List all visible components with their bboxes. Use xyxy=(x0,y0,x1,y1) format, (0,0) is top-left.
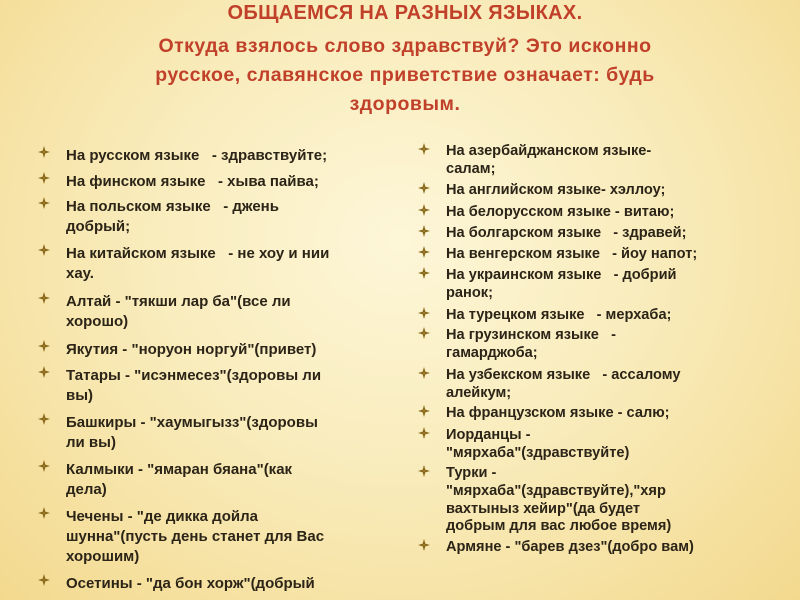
list-item xyxy=(418,246,758,264)
slide-title: ОБЩАЕМСЯ НА РАЗНЫХ ЯЗЫКАХ. xyxy=(227,2,583,24)
list-item xyxy=(418,267,758,303)
list-item-line: вахтыныз хейир"(да будет xyxy=(446,500,641,517)
list-item-line: ли вы) xyxy=(66,434,116,451)
list-item-line: хау. xyxy=(66,265,94,282)
diamond-bullet-icon xyxy=(38,172,50,190)
list-item xyxy=(38,413,383,453)
diamond-bullet-icon xyxy=(38,146,50,164)
list-item-line: На грузинском языке - xyxy=(446,327,616,343)
list-item-line: На китайском языке - не хоу и нии xyxy=(66,245,330,262)
list-item-line: На русском языке - здравствуйте; xyxy=(66,147,328,164)
list-item-line: Чечены - "де дикка дойла xyxy=(66,508,258,525)
list-item-line: На азербайджанском языке- xyxy=(446,143,652,159)
list-item-line: На турецком языке - мерхаба; xyxy=(446,307,672,323)
diamond-bullet-icon xyxy=(418,307,430,325)
list-item-line: салам; xyxy=(446,160,496,177)
list-item xyxy=(418,143,758,179)
list-item-line: вы) xyxy=(66,387,94,404)
diamond-bullet-icon xyxy=(38,413,50,431)
list-item-line: На белорусском языке - витаю; xyxy=(446,204,675,220)
list-item xyxy=(38,197,383,237)
diamond-bullet-icon xyxy=(38,197,50,215)
list-item-line: Татары - "исэнмесез"(здоровы ли xyxy=(66,367,322,384)
list-item-line: Иорданцы - xyxy=(446,427,531,443)
list-item-line: На финском языке - хыва пайва; xyxy=(66,173,319,190)
list-item xyxy=(418,427,758,463)
diamond-bullet-icon xyxy=(418,182,430,200)
diamond-bullet-icon xyxy=(418,204,430,222)
diamond-bullet-icon xyxy=(418,539,430,557)
list-item-line: Якутия - "норуон норгуй"(привет) xyxy=(66,341,317,358)
list-item xyxy=(418,367,758,403)
diamond-bullet-icon xyxy=(38,366,50,384)
list-item-line: "мярхаба"(здравствуйте),"хяр xyxy=(446,482,666,499)
list-item-line: Башкиры - "хаумыгызз"(здоровы xyxy=(66,414,318,431)
subtitle-line: русское, славянское приветствие означает: будь xyxy=(155,64,655,86)
list-item-line: На польском языке - джень xyxy=(66,198,279,215)
list-item-line: На узбекском языке - ассалому xyxy=(446,367,681,383)
list-item-line: Армяне - "барев дзез"(добро вам) xyxy=(446,539,694,555)
list-item-line: "мярхаба"(здравствуйте) xyxy=(446,444,630,461)
list-item-line: На английском языке- хэллоу; xyxy=(446,182,666,198)
list-item xyxy=(38,244,383,284)
list-item xyxy=(38,146,383,166)
list-item-line: Осетины - "да бон хорж"(добрый xyxy=(66,575,315,592)
list-item xyxy=(418,307,758,325)
diamond-bullet-icon xyxy=(38,460,50,478)
diamond-bullet-icon xyxy=(418,405,430,423)
list-item-line: хорошим) xyxy=(66,548,140,565)
list-item-line: На венгерском языке - йоу напот; xyxy=(446,246,698,262)
list-item xyxy=(418,182,758,200)
diamond-bullet-icon xyxy=(418,427,430,445)
list-item-line: добрый; xyxy=(66,218,131,235)
list-item-line: гамарджоба; xyxy=(446,344,538,361)
list-item-line: алейкум; xyxy=(446,384,512,401)
list-item xyxy=(38,340,383,360)
list-item xyxy=(418,539,758,557)
slide-subtitle xyxy=(60,32,750,119)
diamond-bullet-icon xyxy=(418,267,430,285)
list-item-line: дела) xyxy=(66,481,107,498)
diamond-bullet-icon xyxy=(418,225,430,243)
list-item-line: ранок; xyxy=(446,284,493,301)
list-item-line: На украинском языке - добрий xyxy=(446,267,677,283)
list-item xyxy=(38,366,383,406)
list-item-line: Калмыки - "ямаран бяана"(как xyxy=(66,461,293,478)
list-item xyxy=(418,405,758,423)
list-item-line: Алтай - "тякши лар ба"(все ли xyxy=(66,293,291,310)
diamond-bullet-icon xyxy=(38,574,50,592)
diamond-bullet-icon xyxy=(38,507,50,525)
diamond-bullet-icon xyxy=(418,143,430,161)
subtitle-line: здоровым. xyxy=(349,93,461,115)
list-item-line: Турки - xyxy=(446,465,497,481)
diamond-bullet-icon xyxy=(38,340,50,358)
diamond-bullet-icon xyxy=(418,327,430,345)
list-item xyxy=(418,204,758,222)
list-item xyxy=(38,507,383,567)
list-item-line: хорошо) xyxy=(66,313,129,330)
diamond-bullet-icon xyxy=(418,465,430,483)
diamond-bullet-icon xyxy=(38,244,50,262)
list-item xyxy=(38,460,383,500)
diamond-bullet-icon xyxy=(418,367,430,385)
list-item-line: добрым для вас любое время) xyxy=(446,518,672,535)
list-item xyxy=(38,172,383,192)
list-item xyxy=(418,225,758,243)
list-item-line: На болгарском языке - здравей; xyxy=(446,225,687,241)
list-item xyxy=(38,574,383,594)
diamond-bullet-icon xyxy=(38,292,50,310)
subtitle-line: Откуда взялось слово здравствуй? Это исконно xyxy=(158,35,652,57)
list-item xyxy=(418,465,758,536)
list-item xyxy=(38,292,383,332)
list-item-line: На французском языке - салю; xyxy=(446,405,670,421)
list-item xyxy=(418,327,758,363)
list-item-line: шунна"(пусть день станет для Вас xyxy=(66,528,325,545)
diamond-bullet-icon xyxy=(418,246,430,264)
